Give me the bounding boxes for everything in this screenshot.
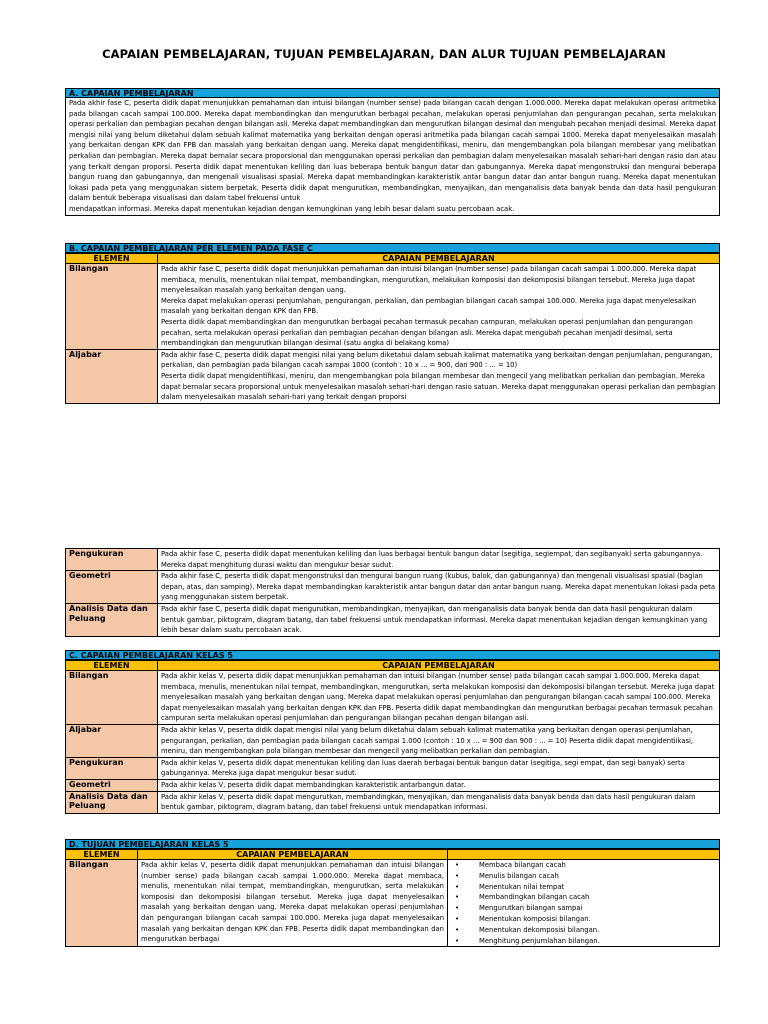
- column-header-capaian: CAPAIAN PEMBELAJARAN: [138, 850, 448, 860]
- capaian-cell: [158, 724, 720, 757]
- capaian-paragraph: Pada akhir kelas V, peserta didik dapat menentukan keliling dan luas daerah berbagai bentuk bangun datar (segitiga, segi empat, dan segi banyak) serta gabungannya. Mereka juga dapat mengukur besar sudut.: [161, 758, 685, 778]
- capaian-cell: [158, 671, 720, 725]
- list-item: • Membandingkan bilangan cacah: [479, 892, 716, 903]
- section-b-rows: [66, 264, 720, 404]
- column-header-elemen: ELEMEN: [66, 254, 158, 264]
- list-item: • Membaca bilangan cacah: [479, 860, 716, 871]
- elemen-cell: Geometri: [66, 779, 158, 791]
- capaian-paragraph: Pada akhir kelas V, peserta didik dapat membandingkan karakteristik antarbangun datar.: [161, 780, 466, 789]
- capaian-paragraph: Pada akhir fase C, peserta didik dapat menentukan keliling dan luas berbagai bentuk bangun datar (segitiga, segiempat, dan segibanyak) serta gabungannya. Mereka dapat menghitung durasi waktu dan mengukur besar sudut.: [161, 550, 703, 569]
- column-header-capaian: CAPAIAN PEMBELAJARAN: [158, 254, 720, 264]
- elemen-cell: Bilangan: [66, 671, 158, 725]
- section-b: [65, 243, 720, 404]
- list-item: • Menentukan nilai tempat: [479, 882, 716, 893]
- elemen-cell: Pengukuran: [66, 549, 158, 571]
- elemen-cell: Bilangan: [66, 860, 138, 947]
- section-a-heading: A. CAPAIAN PEMBELAJARAN: [65, 88, 720, 98]
- section-c-rows: [66, 671, 720, 814]
- capaian-cell: [158, 603, 720, 636]
- table-row: [66, 549, 720, 571]
- section-a: [65, 88, 720, 216]
- section-c-table: [65, 660, 720, 814]
- capaian-paragraph: Pada akhir kelas V, peserta didik dapat mengurutkan, membandingkan, menyajikan, dan menganalisis data banyak benda dan data hasil pengukuran dalam bentuk gambar, piktogram, diagram batang, dan tabel frekuensi untuk mendapatkan informasi.: [161, 792, 696, 812]
- section-b-heading: B. CAPAIAN PEMBELAJARAN PER ELEMEN PADA FASE C: [65, 243, 720, 253]
- elemen-cell: Aljabar: [66, 724, 158, 757]
- section-b-table: [65, 253, 720, 404]
- section-a-paragraph: [65, 98, 720, 216]
- section-d-heading: D. TUJUAN PEMBELAJARAN KELAS 5: [65, 839, 720, 849]
- table-row: [66, 791, 720, 813]
- capaian-cell: [158, 779, 720, 791]
- elemen-cell: Analisis Data dan Peluang: [66, 791, 158, 813]
- column-header-elemen: ELEMEN: [66, 850, 138, 860]
- section-a-text-tail: mendapatkan informasi. Mereka dapat menentukan kejadian dengan kemungkinan yang lebih besar dalam suatu percobaan acak.: [69, 204, 515, 213]
- elemen-cell: Pengukuran: [66, 757, 158, 779]
- capaian-cell: [158, 757, 720, 779]
- capaian-cell: [158, 571, 720, 604]
- elemen-cell: Geometri: [66, 571, 158, 604]
- capaian-cell: [158, 349, 720, 403]
- document-title: CAPAIAN PEMBELAJARAN, TUJUAN PEMBELAJARAN, DAN ALUR TUJUAN PEMBELAJARAN: [102, 47, 666, 61]
- capaian-paragraph: Pada akhir kelas V, peserta didik dapat mengisi nilai yang belum diketahui dalam sebuah kalimat matematika yang berkaitan dengan operasi penjumlahan, pengurangan, perkalian, dan pembagian pada bilangan cacah sampai 1.000 (contoh : 10 x ... = 900 dan 900 : ... = 10) Peserta didik dapat mengidentiikasi, meniru, dan mengembangkan pola bilangan membesar dan mengecil yang melibatkan perkalian dan pembagian.: [161, 725, 694, 756]
- list-item: • Mengurutkan bilangan sampai: [479, 903, 716, 914]
- table-row: [66, 757, 720, 779]
- table-row: [66, 264, 720, 350]
- elemen-cell: Aljabar: [66, 349, 158, 403]
- section-b-continued: [65, 548, 720, 637]
- list-item: • Menulis bilangan cacah: [479, 871, 716, 882]
- section-b-rows-continued: [66, 549, 720, 637]
- capaian-paragraph: Peserta didik dapat mengidentifikasi, meniru, dan mengembangkan pola bilangan membesar dan mengecil yang melibatkan perkalian dan pembagian. Mereka dapat bernalar secara proporsional untuk menyelesaikan masalah sehari-hari dengan rasio satuan. Mereka dapat menggunakan operasi perkalian dan pembagian dalam menyelesaikan masalah sehari-hari yang terkait dengan proporsi: [161, 371, 716, 402]
- section-b-header-row: [66, 254, 720, 264]
- elemen-cell: Bilangan: [66, 264, 158, 350]
- table-row: [66, 860, 720, 947]
- table-row: [66, 349, 720, 403]
- list-item: • Menghitung penjumlahan bilangan.: [479, 936, 716, 947]
- section-c-heading: C. CAPAIAN PEMBELAJARAN KELAS 5: [65, 650, 720, 660]
- capaian-paragraph: Pada akhir fase C, peserta didik dapat mengonstruksi dan mengurai bangun ruang (kubus, balok, dan gabungannya) dan mengenali visualisasi spasial (bagian depan, atas, dan samping). Mereka dapat membandingkan karakteristik antar bangun datar dan antar bangun ruang. Mereka dapat menentukan lokasi pada peta yang menggunakan sistem berpetak.: [161, 572, 715, 602]
- table-row: [66, 671, 720, 725]
- capaian-paragraph: Peserta didik dapat membandingkan dan mengurutkan berbagai pecahan termasuk pecahan campuran, melakukan operasi penjumlahan dan pengurangan pecahan, serta melakukan operasi perkalian dan pembagian pecahan dengan bilangan asli. Mereka dapat mengubah pecahan menjadi desimal, serta membandingkan dan mengurutkan bilangan desimal (satu angka di belakang koma): [161, 317, 693, 348]
- capaian-paragraph: Mereka dapat melakukan operasi penjumlahan, pengurangan, perkalian, dan pembagian bilangan cacah sampai 100.000. Mereka juga dapat menyelesaikan masalah yang berkaitan dengan KPK dan FPB.: [161, 296, 697, 316]
- section-c: [65, 650, 720, 814]
- column-header-capaian: CAPAIAN PEMBELAJARAN: [158, 661, 720, 671]
- table-row: [66, 603, 720, 636]
- column-header-elemen: ELEMEN: [66, 661, 158, 671]
- capaian-cell: [158, 791, 720, 813]
- section-d-header-row: [66, 850, 720, 860]
- section-d-table: [65, 849, 720, 947]
- section-b-table-continued: [65, 548, 720, 637]
- section-d: [65, 839, 720, 947]
- capaian-cell: Pada akhir kelas V, peserta didik dapat menunjukkan pemahaman dan intuisi bilangan (number sense) pada bilangan cacah sampai 1.000.000. Mereka dapat membaca, menulis, menentukan nilai tempat, membandingkan, mengurutkan, serta melakukan komposisi dan dekomposisi bilangan tersebut. Mereka juga dapat menyelesaikan masalah yang berkaitan dengan uang. Mereka dapat melakukan operasi penjumlahan dan pengurangan bilangan cacah sampai 100.000. Mereka juga dapat menyelesaikan masalah yang berkaitan dengan KPK dan FPB. Peserta didik dapat membandingkan dan mengurutkan berbagai: [138, 860, 448, 947]
- list-item: • Menentukan dekomposisi bilangan.: [479, 925, 716, 936]
- elemen-cell: Analisis Data dan Peluang: [66, 603, 158, 636]
- capaian-paragraph: Pada akhir fase C, peserta didik dapat menunjukkan pemahaman dan intuisi bilangan (number sense) pada bilangan cacah sampai 1.000.000. Mereka dapat membaca, menulis, menentukan nilai tempat, membandingkan, mengurutkan, melakukan komposisi dan dekomposisi bilangan tersebut. Mereka juga dapat menyelesaikan masalah yang berkaitan dengan uang.: [161, 265, 697, 295]
- capaian-paragraph: Pada akhir fase C, peserta didik dapat mengisi nilai yang belum diketahui dalam sebuah kalimat matematika yang berkaitan dengan penjumlahan, pengurangan, perkalian, dan pembagian pada bilangan cacah sampai 1000 (contoh : 10 x ... = 900, dan 900 : ... = 10): [161, 350, 713, 370]
- column-header-tujuan: [448, 850, 720, 860]
- section-c-header-row: [66, 661, 720, 671]
- table-row: [66, 571, 720, 604]
- table-row: [66, 724, 720, 757]
- capaian-paragraph: Pada akhir fase C, peserta didik dapat mengurutkan, membandingkan, menyajikan, dan menganalisis data banyak benda dan data hasil pengukuran dalam bentuk gambar, piktogram, diagram batang, dan tabel frekuensi untuk mendapatkan informasi. Mereka dapat menentukan kejadian dengan kemungkinan yang lebih besar dalam suatu percobaan acak.: [161, 604, 708, 635]
- list-item: • Menentukan komposisi bilangan.: [479, 914, 716, 925]
- section-a-text: Pada akhir fase C, peserta didik dapat menunjukkan pemahaman dan intuisi bilangan (number sense) pada bilangan cacah dengan 1.000.000. Mereka dapat melakukan operasi aritmetika pada bilangan cacah sampai 100.000. Mereka dapat membandingkan dan mengurutkan berbagai pecahan, melakukan operasi penjumlahan dan pengurangan pecahan, serta melakukan operasi perkalian dan pembagian pecahan dengan bilangan asli. Mereka dapat membandingkan dan mengurutkan bilangan desimal dan mengubah pecahan menjadi desimal. Mereka dapat mengisi nilai yang belum diketahui dalam sebuah kalimat matematika yang berkaitan dengan operasi aritmetika pada bilangan cacah sampai 1000. Mereka dapat menyelesaikan masalah yang berkaitan dengan KPK dan FPB dan masalah yang berkaitan dengan uang. Mereka dapat mengidentifikasi, meniru, dan mengembangkan pola bilangan membesar yang melibatkan perkalian dan pembagian. Mereka dapat bernalar secara proporsional dan menggunakan operasi perkalian dan pembagian dalam menyelesaikan masalah sehari-hari dengan rasio dan atau yang terkait dengan proporsi. Peserta didik dapat menentukan keliling dan luas beberapa bentuk bangun datar dan gabungannya. Mereka dapat mengonstruksi dan mengurai beberapa bangun ruang dan gabungannya, dan mengenali visualisasi spasial. Mereka dapat membandingkan karakteristik antar bangun datar dan antar bangun ruang. Mereka dapat menentukan lokasi pada peta yang menggunakan sistem berpetak. Peserta didik dapat mengurutkan, membandingkan, menyajikan, dan menganalisis data banyak benda dan data hasil pengukuran dalam bentuk beberapa visualisasi dan dalam tabel frekuensi untuk: [69, 99, 716, 203]
- capaian-cell: [158, 549, 720, 571]
- capaian-paragraph: Pada akhir kelas V, peserta didik dapat menunjukkan pemahaman dan intuisi bilangan (number sense) pada bilangan cacah sampai 1.000.000. Mereka dapat membaca, menulis, menentukan nilai tempat, membandingkan, mengurutkan, serta melakukan komposisi dan dekomposisi bilangan tersebut. Mereka juga dapat menyelesaikan masalah yang berkaitan dengan uang. Mereka dapat melakukan operasi penjumlahan dan pengurangan bilangan cacah sampai 100.000. Mereka dapat menyelesaikan masalah yang berkaitan dengan KPK dan FPB. Peserta didik dapat membandingkan dan mengurutkan berbagai pecahan termasuk pecahan campuran serta melakukan operasi penjumlahan dan pengurangan bilangan pecahan dengan bilangan asli.: [161, 672, 715, 723]
- capaian-cell: [158, 264, 720, 350]
- table-row: [66, 779, 720, 791]
- tujuan-cell: [448, 860, 720, 947]
- tujuan-list: [451, 860, 716, 946]
